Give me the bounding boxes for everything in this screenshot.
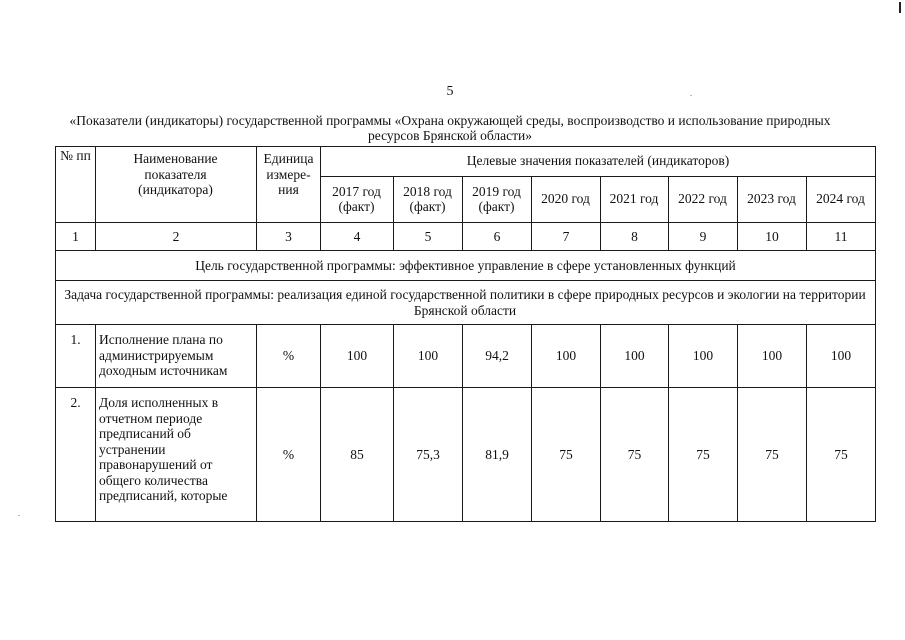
row-value: 100 (555, 348, 577, 364)
row-value: 75 (627, 446, 642, 462)
header-target-values: Целевые значения показателей (индикаторов) (466, 153, 730, 169)
program-goal: Цель государственной программы: эффективное управление в сфере установленных функций (195, 257, 736, 273)
table-vertical-rule (875, 146, 876, 522)
header-year: 2022 год (678, 191, 727, 207)
scan-speck (18, 515, 20, 516)
row-value: 75 (559, 446, 573, 462)
row-value: 81,9 (485, 446, 509, 462)
document-title: «Показатели (индикаторы) государственной программы «Охрана окружающей среды, воспроизводство и использование природных ресурсов Брянской области» (69, 113, 831, 143)
header-year: 2019 год (факт) (472, 183, 521, 214)
column-number: 4 (353, 228, 361, 244)
header-year: 2024 год (816, 191, 865, 207)
header-year: 2017 год (факт) (332, 183, 381, 214)
header-year: 2020 год (541, 191, 590, 207)
row-value: 75 (834, 446, 848, 462)
column-number: 7 (562, 228, 570, 244)
column-number: 11 (834, 228, 848, 244)
row-value: 75 (765, 446, 779, 462)
row-value: 100 (417, 348, 439, 364)
header-year: 2021 год (609, 191, 659, 207)
row-unit: % (282, 348, 295, 364)
row-value: 100 (624, 348, 645, 364)
table-vertical-rule (95, 324, 96, 521)
column-number: 6 (493, 228, 501, 244)
header-year: 2023 год (747, 191, 796, 207)
row-number: 1. (70, 332, 81, 347)
row-value: 100 (346, 348, 368, 364)
column-number: 10 (765, 228, 779, 244)
column-number: 9 (699, 228, 707, 244)
column-number: 2 (172, 228, 180, 244)
row-value: 100 (830, 348, 852, 364)
column-number: 8 (631, 228, 638, 244)
row-number: 2. (70, 395, 81, 410)
page-number: 5 (446, 84, 454, 99)
header-year: 2018 год (факт) (403, 183, 452, 214)
scan-speck (690, 95, 692, 96)
row-value: 75 (696, 446, 710, 462)
row-value: 100 (692, 348, 714, 364)
header-unit: Единица измере-ния (263, 151, 314, 197)
column-number: 3 (285, 228, 292, 244)
margin-mark (899, 2, 901, 13)
row-indicator-name: Исполнение плана по администрируемым доходным источникам (99, 332, 228, 378)
row-value: 100 (761, 348, 783, 364)
row-indicator-name: Доля исполненных в отчетном периоде предписаний об устранении правонарушений от общего количества предписаний, которые (99, 395, 228, 503)
row-value: 85 (350, 446, 364, 462)
column-number: 5 (424, 228, 432, 244)
table-horizontal-rule (55, 521, 876, 522)
row-unit: % (282, 446, 295, 462)
program-task: Задача государственной программы: реализация единой государственной политики в сфере природных ресурсов и экологии на территории Брянской области (64, 287, 866, 318)
header-indicator-name: Наименование показателя (индикатора) (133, 151, 218, 197)
header-number: № пп (60, 148, 91, 163)
row-value: 75,3 (416, 446, 440, 462)
row-value: 94,2 (485, 348, 509, 364)
column-number: 1 (72, 228, 79, 244)
